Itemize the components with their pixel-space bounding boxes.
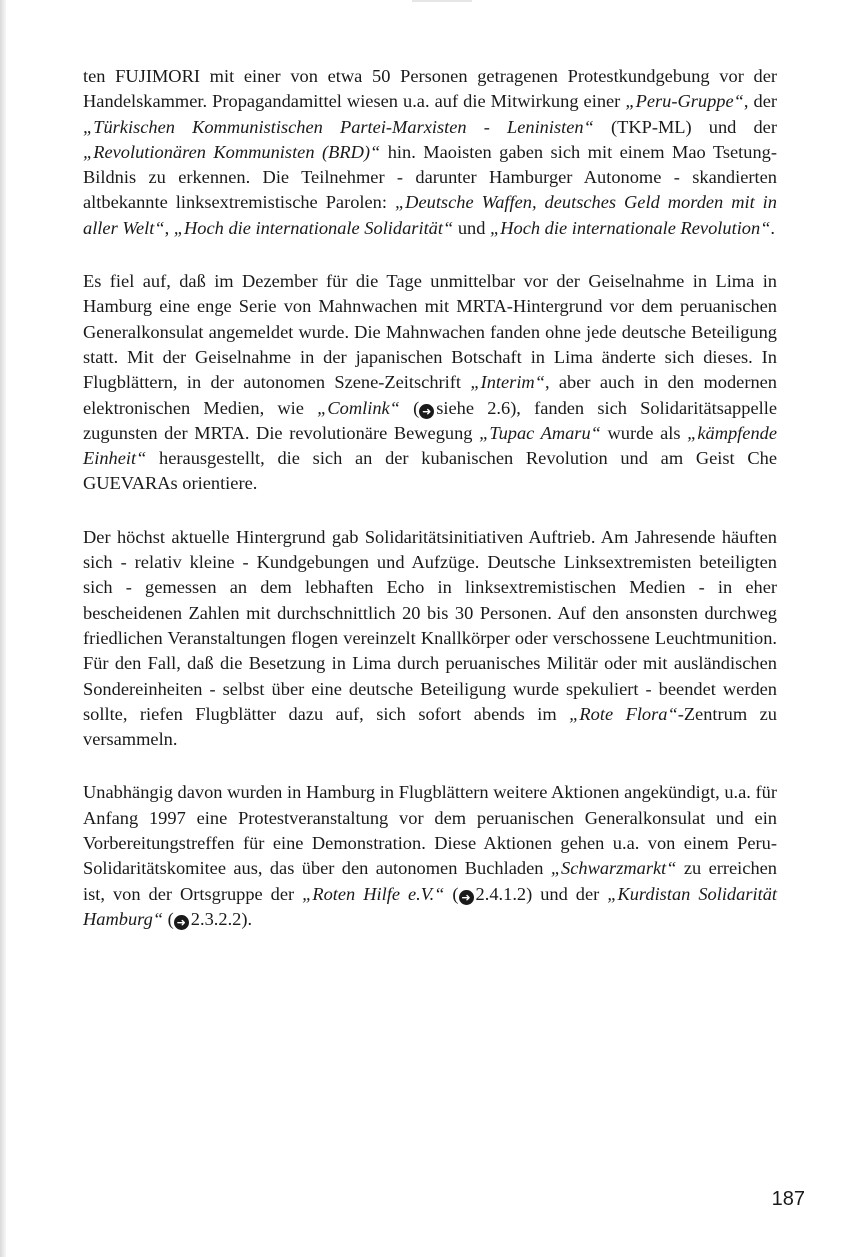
text-run: ( — [399, 397, 420, 418]
quote-deutsche-waffen: „Deutsche Waffen, deutsches Geld morden mit in aller Welt“ — [83, 192, 777, 238]
paragraph-4 — [83, 780, 777, 932]
page-body — [83, 64, 777, 960]
cross-reference-link[interactable]: siehe 2.6 — [436, 397, 511, 418]
cross-reference-arrow-icon: ➜ — [174, 915, 189, 930]
cross-reference-arrow-icon: ➜ — [459, 890, 474, 905]
page-number: 187 — [771, 1188, 805, 1210]
cross-reference-link[interactable]: 2.4.1.2 — [475, 883, 527, 904]
text-run: ( — [444, 883, 459, 904]
text-run: Es fiel auf, daß im Dezember für die Tage unmittelbar vor der Geiselnahme in Lima in Hamburg eine enge Serie von Mahnwachen mit MRTA-Hintergrund vor dem peruanischen Generalkonsulat angemeldet wurde. Die Mahnwachen fanden ohne jede deutsche Beteiligung statt. Mit der Geiselnahme in der japanischen Botschaft in Lima änderte sich dieses. In Flugblättern, in der autonomen Szene-Zeitschrift — [83, 271, 777, 393]
quote-schwarzmarkt: „Schwarzmarkt“ — [550, 858, 677, 879]
text-run: und — [453, 217, 490, 238]
quote-peru-gruppe: „Peru-Gruppe“ — [625, 91, 744, 112]
quote-internationale-solidaritaet: „Hoch die internationale Solidarität“ — [173, 217, 454, 238]
text-run: . — [770, 217, 776, 238]
quote-tkp-ml: „Türkischen Kommunistischen Partei-Marxisten - Leninisten“ — [83, 116, 594, 137]
text-run: -Zentrum zu versammeln. — [83, 703, 777, 750]
text-run: ), fanden sich Solidaritätsappelle zugunsten der MRTA. Die revolutionäre Bewegung — [83, 397, 777, 443]
text-run: zu erreichen ist, von der Ortsgruppe der — [83, 858, 778, 904]
text-run: ten FUJIMORI mit einer von etwa 50 Personen getragenen Protestkundgebung vor der Handelskammer. Propagandamittel wiesen u.a. auf die Mitwirkung einer — [83, 66, 777, 112]
text-run: , — [164, 217, 174, 238]
text-run: herausgestellt, die sich an der kubanischen Revolution und am Geist Che GUEVARAs orientiere. — [83, 448, 777, 494]
page-edge-shadow — [0, 0, 6, 1257]
quote-internationale-revolution: „Hoch die internationale Revolution“ — [490, 217, 771, 238]
quote-comlink: „Comlink“ — [317, 397, 400, 418]
quote-interim: „Interim“ — [470, 372, 545, 393]
text-run: , der — [743, 91, 777, 112]
quote-roten-hilfe: „Roten Hilfe e.V.“ — [302, 883, 445, 904]
text-run: wurde als — [600, 422, 688, 443]
paragraph-3 — [83, 525, 777, 753]
cross-reference-arrow-icon: ➜ — [419, 404, 434, 419]
quote-rote-flora: „Rote Flora“ — [569, 703, 678, 724]
text-run: (TKP-ML) und der — [593, 116, 777, 137]
quote-tupac-amaru: „Tupac Amaru“ — [479, 422, 601, 443]
paragraph-1 — [83, 64, 777, 241]
text-run: Unabhängig davon wurden in Hamburg in Flugblättern weitere Aktionen angekündigt, u.a. für Anfang 1997 eine Protestveranstaltung vor dem peruanischen Generalkonsulat und ein Vorbereitungstreffen für eine Demonstration. Diese Aktionen gehen u.a. von einem Peru-Solidaritätskomitee aus, das über den autonomen Buchladen — [83, 782, 777, 879]
scan-mark — [412, 0, 472, 2]
text-run: , aber auch in den modernen elektronischen Medien, wie — [83, 372, 778, 418]
text-run: ( — [163, 908, 174, 929]
quote-kaempfende-einheit: „kämpfende Einheit“ — [83, 422, 777, 469]
quote-kurdistan-solidaritaet: „Kurdistan Solidarität Hamburg“ — [83, 883, 777, 929]
text-run: ) und der — [526, 883, 608, 904]
paragraph-2 — [83, 269, 777, 497]
text-run: hin. Maoisten gaben sich mit einem Mao Tsetung-Bildnis zu erkennen. Die Teilnehmer - darunter Hamburger Autonome - skandierten altbekannte linksextremistische Parolen: — [83, 141, 777, 213]
quote-revolutionaere-kommunisten: „Revolutionären Kommunisten (BRD)“ — [83, 141, 381, 162]
cross-reference-link[interactable]: 2.3.2.2 — [190, 908, 242, 929]
text-run: Der höchst aktuelle Hintergrund gab Solidaritätsinitiativen Auftrieb. Am Jahresende häuften sich - relativ kleine - Kundgebungen und Aufzüge. Deutsche Linksextremisten beteiligten sich - gemessen an dem lebhaften Echo in linksextremistischen Medien - in eher bescheidenen Zahlen mit durchschnittlich 20 bis 30 Personen. Auf den ansonsten durchweg friedlichen Veranstaltungen flogen vereinzelt Knallkörper oder verschossene Leuchtmunition. Für den Fall, daß die Besetzung in Lima durch peruanisches Militär oder mit ausländischen Sondereinheiten - selbst über eine deutsche Beteiligung wurde spekuliert - beendet werden sollte, riefen Flugblätter dazu auf, sich sofort abends im — [83, 526, 777, 724]
text-run: ). — [241, 908, 253, 929]
